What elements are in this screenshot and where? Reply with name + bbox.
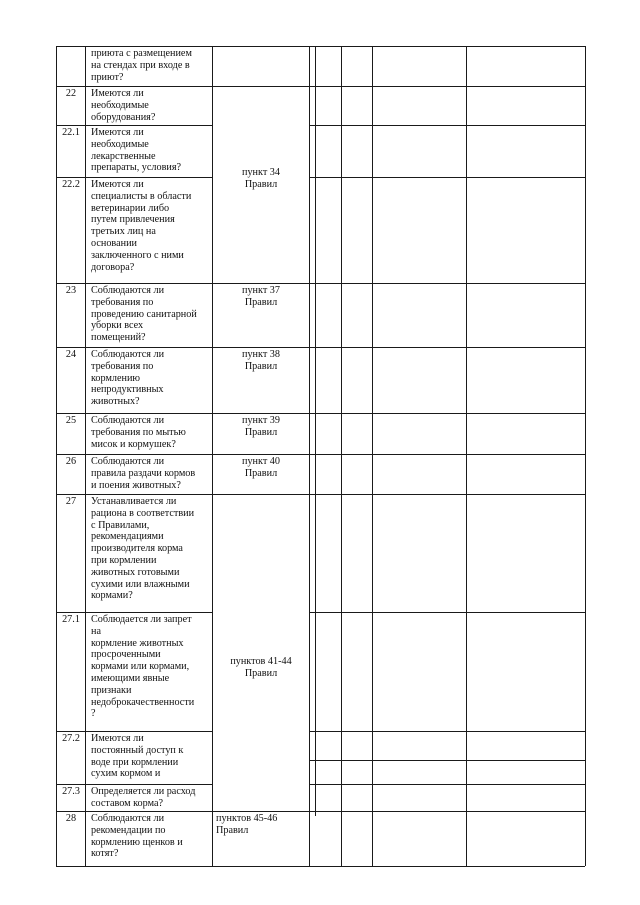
grid-rule	[309, 283, 585, 284]
row-number: 22	[65, 88, 77, 99]
row-number: 25	[65, 415, 77, 426]
row-rule	[56, 413, 309, 414]
row-number: 24	[65, 349, 77, 360]
grid-rule	[309, 612, 585, 613]
legal-reference: пункт 39 Правил	[242, 415, 280, 438]
row-number: 23	[65, 285, 77, 296]
row-rule	[56, 612, 212, 613]
column-divider-d	[466, 46, 467, 866]
row-number: 27.1	[62, 614, 80, 625]
row-rule	[56, 125, 212, 126]
grid-rule	[309, 454, 585, 455]
column-divider-reference	[309, 46, 310, 866]
question-text: Соблюдаются ли требования по проведению санитарной уборки всех помещений?	[91, 285, 197, 344]
row-rule	[56, 866, 309, 867]
column-divider-num	[85, 46, 86, 866]
grid-rule	[309, 784, 585, 785]
row-rule	[56, 177, 212, 178]
grid-rule	[309, 177, 585, 178]
grid-rule	[309, 413, 585, 414]
row-number: 27.3	[62, 786, 80, 797]
question-text: Соблюдаются ли требования по мытью мисок и кормушек?	[91, 415, 186, 450]
question-text: Имеются ли постоянный доступ к воде при кормлении сухим кормом и	[91, 733, 184, 780]
table-border-right	[585, 46, 586, 866]
legal-reference: пункт 40 Правил	[242, 456, 280, 479]
row-rule	[56, 86, 309, 87]
grid-rule	[309, 866, 585, 867]
column-divider-c	[372, 46, 373, 866]
legal-reference: пункт 37 Правил	[242, 285, 280, 308]
grid-rule	[309, 46, 585, 47]
row-rule	[56, 347, 309, 348]
question-text: Определяется ли расход составом корма?	[91, 786, 196, 809]
row-rule	[56, 811, 309, 812]
column-divider-b	[341, 46, 342, 866]
grid-rule	[309, 494, 585, 495]
grid-rule	[309, 811, 585, 812]
row-number: 28	[65, 813, 77, 824]
question-text: Имеются ли специалисты в области ветеринарии либо путем привлечения третьих лиц на основании заключенного с ними договора?	[91, 179, 192, 273]
question-text: Соблюдается ли запрет на кормление животных просроченными кормами или кормами, имеющими явные признаки недоброкачественности ?	[91, 614, 195, 720]
grid-rule	[309, 125, 585, 126]
column-divider-a	[315, 46, 316, 816]
row-rule	[56, 283, 309, 284]
row-number: 27	[65, 496, 77, 507]
row-number: 22.2	[62, 179, 80, 190]
grid-rule	[309, 760, 585, 761]
question-text: Имеются ли необходимые лекарственные препараты, условия?	[91, 127, 182, 174]
row-rule	[56, 731, 212, 732]
row-number: 26	[65, 456, 77, 467]
row-rule	[56, 494, 309, 495]
grid-rule	[309, 86, 585, 87]
question-text: Соблюдаются ли рекомендации по кормлению щенков и котят?	[91, 813, 183, 860]
question-text: приюта с размещением на стендах при входе в приют?	[91, 48, 192, 83]
question-text: Соблюдаются ли требования по кормлению непродуктивных животных?	[91, 349, 165, 408]
question-text: Имеются ли необходимые оборудования?	[91, 88, 156, 123]
grid-rule	[309, 731, 585, 732]
question-text: Соблюдаются ли правила раздачи кормов и поения животных?	[91, 456, 196, 491]
row-number: 22.1	[62, 127, 80, 138]
row-rule	[56, 46, 309, 47]
question-text: Устанавливается ли рациона в соответствии с Правилами, рекомендациями производителя корма при кормлении животных готовыми сухими или влажными кормами?	[91, 496, 195, 602]
row-rule	[56, 784, 212, 785]
grid-rule	[309, 347, 585, 348]
legal-reference: пункт 38 Правил	[242, 349, 280, 372]
row-rule	[56, 454, 309, 455]
row-number: 27.2	[62, 733, 80, 744]
legal-reference: пункт 34 Правил	[242, 167, 280, 190]
legal-reference: пунктов 41-44 Правил	[230, 656, 292, 679]
legal-reference: пунктов 45-46 Правил	[216, 813, 278, 836]
